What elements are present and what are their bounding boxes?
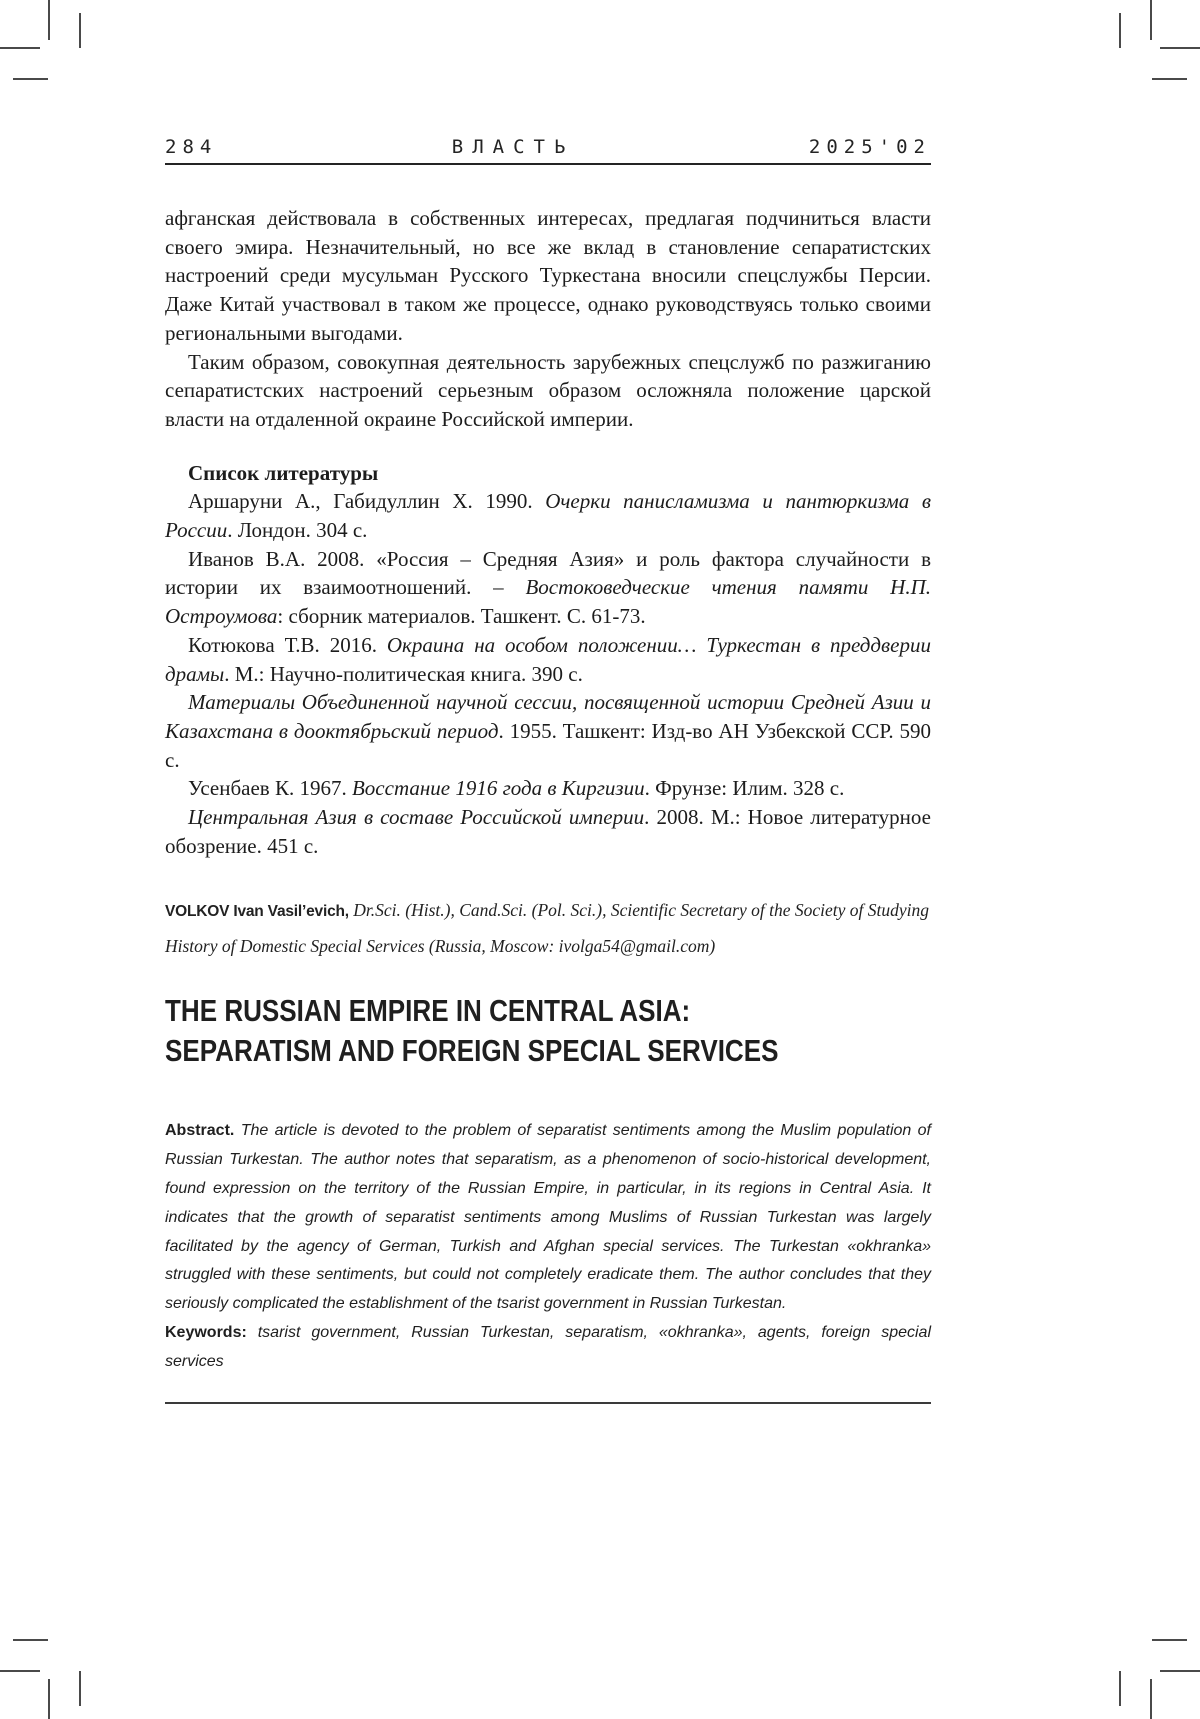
crop-mark xyxy=(1152,78,1187,80)
reference-entry: Аршаруни А., Габидуллин Х. 1990. Очерки панисламизма и пантюркизма в России. Лондон. 304 с. xyxy=(165,489,931,543)
issue-number: 2025'02 xyxy=(808,136,931,158)
title-line: THE RUSSIAN EMPIRE IN CENTRAL ASIA: xyxy=(165,993,691,1029)
crop-mark xyxy=(0,1670,40,1672)
abstract-block xyxy=(165,1117,931,1376)
crop-mark xyxy=(0,47,40,49)
abstract-label: Abstract. xyxy=(165,1122,235,1140)
running-head xyxy=(165,136,931,165)
crop-mark xyxy=(1150,0,1152,40)
crop-mark xyxy=(1160,47,1200,49)
references-heading: Список литературы xyxy=(188,460,379,485)
crop-mark xyxy=(13,78,48,80)
paragraph: Таким образом, совокупная деятельность зарубежных спецслужб по разжиганию сепаратистских настроений серьезным образом осложняла положение царской власти на отдаленной окраине Российской империи. xyxy=(165,349,931,431)
reference-entry: Усенбаев К. 1967. Восстание 1916 года в Киргизии. Фрунзе: Илим. 328 с. xyxy=(188,776,845,801)
reference-entry: Центральная Азия в составе Российской империи. 2008. М.: Новое литературное обозрение. 451 с. xyxy=(165,805,932,858)
journal-title: ВЛАСТЬ xyxy=(451,136,575,158)
page-content xyxy=(165,136,931,1404)
crop-mark xyxy=(48,1679,50,1719)
author-affiliation: Dr.Sci. (Hist.), Cand.Sci. (Pol. Sci.), Scientific Secretary of the Society of Studying History of Domestic Special Services (Russia, Moscow: ivolga54@gmail.com) xyxy=(165,900,929,957)
page-number: 284 xyxy=(165,136,218,158)
reference-entry: Материалы Объединенной научной сессии, посвященной истории Средней Азии и Казахстана в дооктябрьский период. 1955. Ташкент: Изд-во АН Узбекской ССР. 590 с. xyxy=(165,690,931,772)
reference-entry: Иванов В.А. 2008. «Россия – Средняя Азия» и роль фактора случайности в истории их взаимоотношений. – Востоковедческие чтения памяти Н.П. Остроумова: сборник материалов. Ташкент. С. 61-73. xyxy=(165,546,932,629)
author-note xyxy=(165,893,931,964)
keywords-label: Keywords: xyxy=(165,1324,247,1342)
article-body xyxy=(165,204,931,860)
crop-mark xyxy=(1152,1639,1187,1641)
crop-mark xyxy=(13,1639,48,1641)
reference-entry: Котюкова Т.В. 2016. Окраина на особом положении… Туркестан в преддверии драмы. М.: Научно-политическая книга. 390 с. xyxy=(165,632,931,686)
crop-mark xyxy=(1119,13,1121,48)
crop-mark xyxy=(1119,1671,1121,1706)
crop-mark xyxy=(79,1671,81,1706)
article-title-english xyxy=(165,991,931,1071)
crop-mark xyxy=(1160,1670,1200,1672)
author-name: VOLKOV Ivan Vasil’evich, xyxy=(165,903,349,921)
abstract-text: The article is devoted to the problem of separatist sentiments among the Muslim population of Russian Turkestan. The author notes that separatism, as a phenomenon of socio-historical development, found expression on the territory of the Russian Empire, in particular, in its regions in Central Asia. It indicates that the growth of separatist sentiments among Muslims of Russian Turkestan was largely facilitated by the agency of German, Turkish and Afghan special services. The Turkestan «okhranka» struggled with these sentiments, but could not completely eradicate them. The author concludes that they seriously complicated the establishment of the tsarist government in Russian Turkestan. xyxy=(165,1122,931,1313)
crop-mark xyxy=(48,0,50,40)
paragraph: афганская действовала в собственных интересах, предлагая подчиниться власти своего эмира. Незначительный, но все же вклад в становление сепаратистских настроений среди мусульман Русского Туркестана вносили спецслужбы Персии. Даже Китай участвовал в таком же процессе, однако руководствуясь только своими региональными выгодами. xyxy=(165,206,931,345)
section-divider-rule xyxy=(165,1402,931,1405)
title-line: SEPARATISM AND FOREIGN SPECIAL SERVICES xyxy=(165,1033,779,1069)
crop-mark xyxy=(79,13,81,48)
crop-mark xyxy=(1150,1679,1152,1719)
keywords-text: tsarist government, Russian Turkestan, separatism, «okhranka», agents, foreign special services xyxy=(165,1324,931,1370)
